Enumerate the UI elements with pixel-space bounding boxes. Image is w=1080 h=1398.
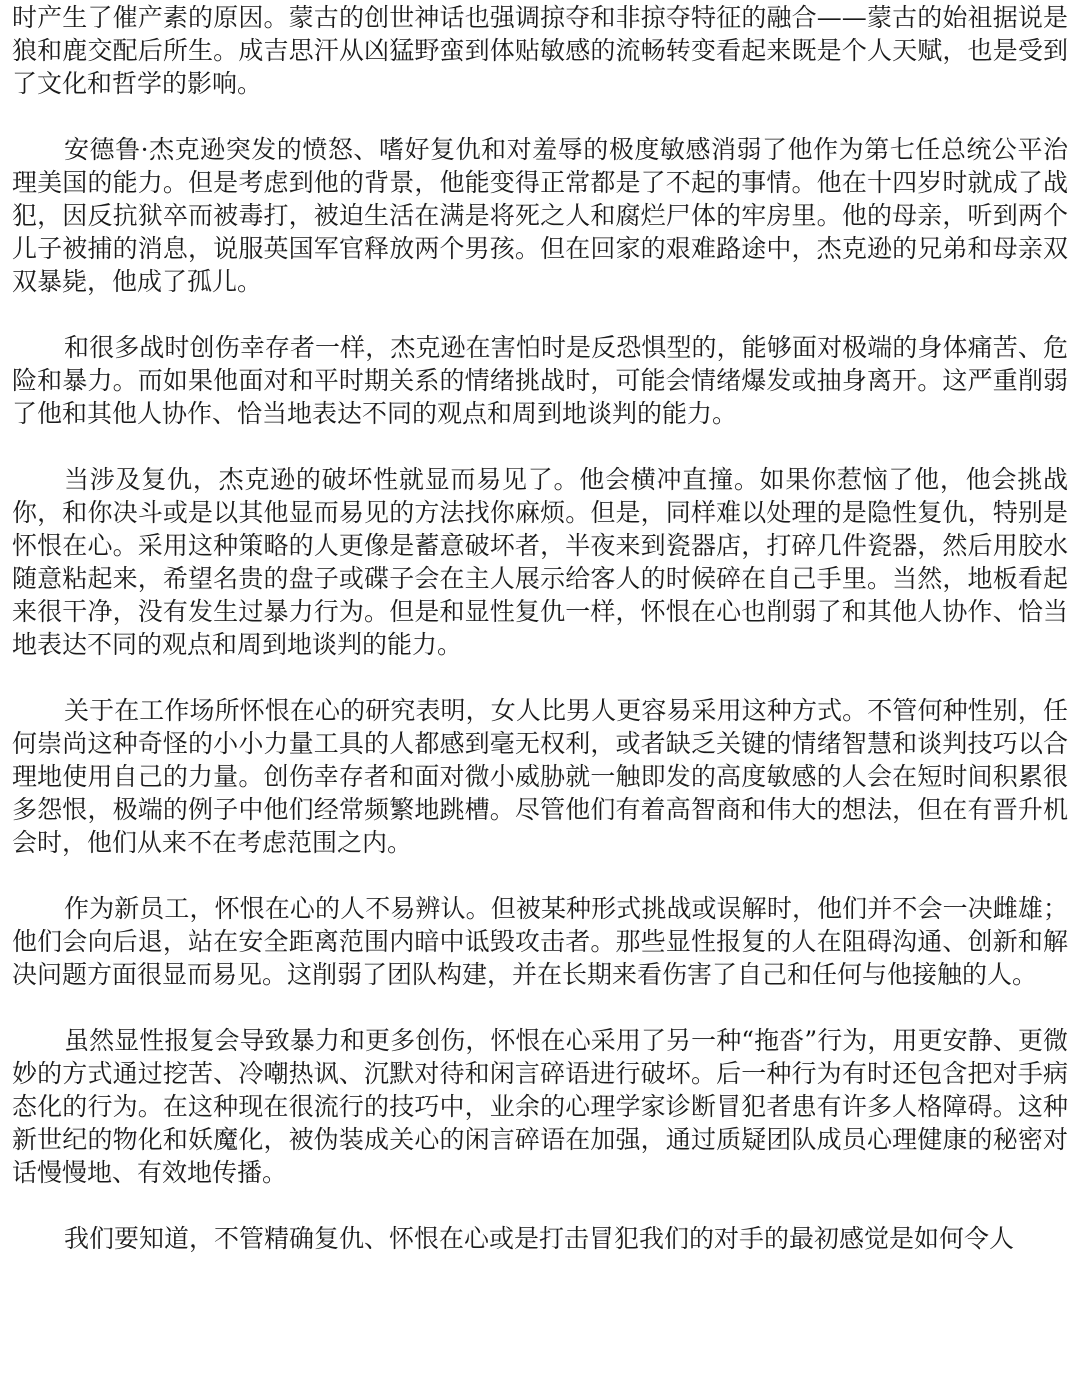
paragraph-jackson-background: 安德鲁·杰克逊突发的愤怒、嗜好复仇和对羞辱的极度敏感消弱了他作为第七任总统公平治理美国的能力。但是考虑到他的背景，他能变得正常都是了不起的事情。他在十四岁时就成了战犯，因反抗狱卒而被毒打，被迫生活在满是将死之人和腐烂尸体的牢房里。他的母亲，听到两个儿子被捕的消息，说服英国军官释放两个男孩。但在回家的艰难路途中，杰克逊的兄弟和母亲双双暴毙，他成了孤儿。 (12, 135, 1068, 296)
paragraph-trauma-survivor: 和很多战时创伤幸存者一样，杰克逊在害怕时是反恐惧型的，能够面对极端的身体痛苦、危险和暴力。而如果他面对和平时期关系的情绪挑战时，可能会情绪爆发或抽身离开。这严重削弱了他和其他人协作、恰当地表达不同的观点和周到地谈判的能力。 (12, 333, 1068, 428)
paragraph-mongol-origin: 时产生了催产素的原因。蒙古的创世神话也强调掠夺和非掠夺特征的融合——蒙古的始祖据说是狼和鹿交配后所生。成吉思汗从凶猛野蛮到体贴敏感的流畅转变看起来既是个人天赋，也是受到了文化和哲学的影响。 (12, 3, 1068, 98)
paragraph-closing: 我们要知道，不管精确复仇、怀恨在心或是打击冒犯我们的对手的最初感觉是如何令人 (64, 1224, 1015, 1253)
paragraph-revenge-types: 当涉及复仇，杰克逊的破坏性就显而易见了。他会横冲直撞。如果你惹恼了他，他会挑战你，和你决斗或是以其他显而易见的方法找你麻烦。但是，同样难以处理的是隐性复仇，特别是怀恨在心。采用这种策略的人更像是蓄意破坏者，半夜来到瓷器店，打碎几件瓷器，然后用胶水随意粘起来，希望名贵的盘子或碟子会在主人展示给客人的时候碎在自己手里。当然，地板看起来很干净，没有发生过暴力行为。但是和显性复仇一样，怀恨在心也削弱了和其他人协作、恰当地表达不同的观点和周到地谈判的能力。 (12, 465, 1068, 659)
paragraph-new-employee: 作为新员工，怀恨在心的人不易辨认。但被某种形式挑战或误解时，他们并不会一决雌雄；他们会向后退，站在安全距离范围内暗中诋毁攻击者。那些显性报复的人在阻碍沟通、创新和解决问题方面很显而易见。这削弱了团队构建，并在长期来看伤害了自己和任何与他接触的人。 (12, 894, 1068, 989)
paragraph-workplace-research: 关于在工作场所怀恨在心的研究表明，女人比男人更容易采用这种方式。不管何种性别，任何崇尚这种奇怪的小小力量工具的人都感到毫无权利，或者缺乏关键的情绪智慧和谈判技巧以合理地使用自己的力量。创伤幸存者和面对微小威胁就一触即发的高度敏感的人会在短时间积累很多怨恨，极端的例子中他们经常频繁地跳槽。尽管他们有着高智商和伟大的想法，但在有晋升机会时，他们从来不在考虑范围之内。 (12, 696, 1068, 857)
paragraph-passive-aggression: 虽然显性报复会导致暴力和更多创伤，怀恨在心采用了另一种“拖沓”行为，用更安静、更微妙的方式通过挖苦、冷嘲热讽、沉默对待和闲言碎语进行破坏。后一种行为有时还包含把对手病态化的行为。在这种现在很流行的技巧中，业余的心理学家诊断冒犯者患有许多人格障碍。这种新世纪的物化和妖魔化，被伪装成关心的闲言碎语在加强，通过质疑团队成员心理健康的秘密对话慢慢地、有效地传播。 (12, 1026, 1068, 1187)
